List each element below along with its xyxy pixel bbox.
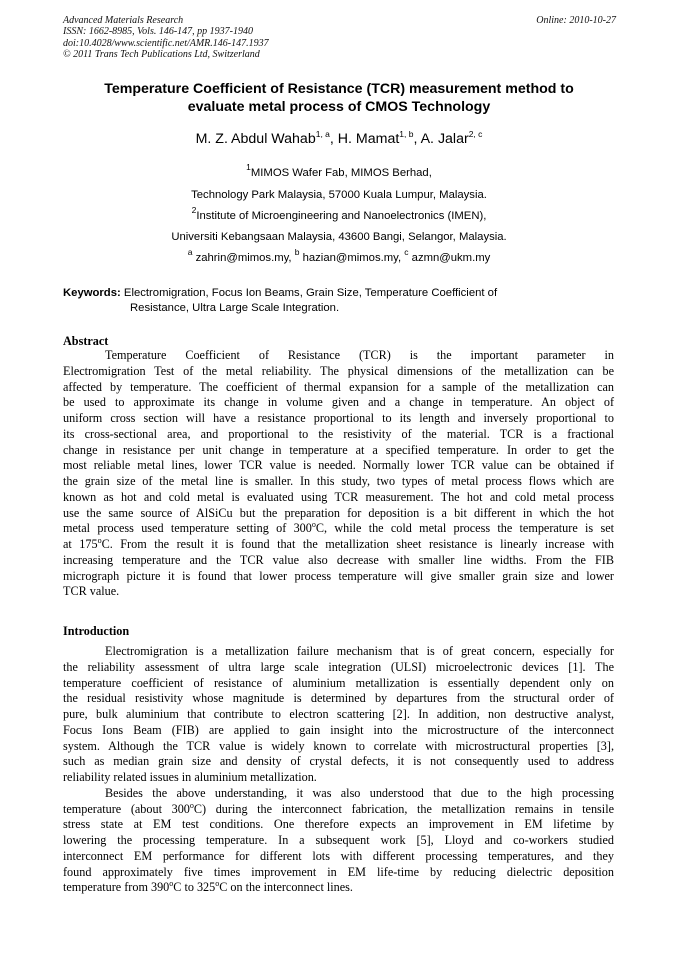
author-3-sup: 2, c: [468, 129, 483, 139]
title-line-2: evaluate metal process of CMOS Technology: [187, 99, 491, 115]
degree-sup: o: [311, 520, 316, 530]
title-line-1: Temperature Coefficient of Resistance (TCR) measurement method to: [104, 81, 574, 97]
author-sep: ,: [329, 131, 338, 147]
intro-line: stress state at EM test conditions. One therefore expects an improvement in EM lifetime by: [63, 817, 614, 832]
abstract-line: Electromigration Test of the metal reliability. The physical dimensions of the metallization can be: [63, 363, 614, 378]
abstract-line: most reliable metal lines, lower TCR value is needed. Normally lower TCR value can be obtained if: [63, 458, 614, 473]
affiliation-2-text: Institute of Microengineering and Nanoelectronics (IMEN),: [196, 210, 487, 222]
degree-sup: o: [169, 879, 174, 889]
intro-line: the reliability assessment of ultra large scale integration (ULSI) microelectronic devices [1]. The: [63, 659, 614, 674]
affiliation-1-sup: 1: [246, 162, 251, 172]
abstract-text: C. From the result it is found that the metallization sheet resistance is linearly increase with: [101, 537, 614, 551]
journal-header: [63, 15, 269, 60]
intro-line: system. Although the TCR value is widely known to correlate with microstructural properties [3],: [63, 738, 614, 753]
intro-line: Focus Ions Beam (FIB) are applied to gain insight into the microstructure of the interconnect: [63, 722, 614, 737]
intro-text: temperature from 390: [63, 880, 170, 895]
intro-line: pure, bulk aluminium that contribute to electron scattering [2]. In addition, non destructive analyst,: [63, 707, 614, 721]
email-b-sup: b: [294, 247, 300, 257]
email-a-sup: a: [187, 247, 193, 257]
intro-line: such as median grain size and density of crystal defects, it is not consequently used to address: [63, 754, 614, 769]
affiliation-1-line-1: [60, 162, 618, 180]
abstract-line: the grain size of the metal line is smaller. In this study, two types of metal process flows which are: [63, 474, 614, 488]
intro-line: Electromigration is a metallization failure mechanism that is of great concern, especially for: [105, 644, 614, 658]
author-sep: ,: [413, 131, 421, 147]
abstract-body: [63, 348, 614, 600]
author-2-sup: 1, b: [399, 129, 414, 139]
abstract-line: use the same source of AlSiCu but the preparation for deposition is a bit different in which the hot: [63, 505, 614, 520]
abstract-line: known as hot and cold metal is evaluated using TCR measurement. The hot and cold metal process: [63, 489, 614, 504]
keywords: [63, 286, 618, 316]
degree-sup: o: [97, 536, 102, 545]
doi-line: doi:10.4028/www.scientific.net/AMR.146-147.1937: [63, 37, 269, 49]
keywords-line-1: [63, 286, 618, 301]
abstract-line: be used to approximate its change in volume given and a change in temperature. An object of: [63, 395, 614, 410]
author-3: A. Jalar: [420, 131, 469, 147]
intro-line: [63, 802, 614, 818]
intro-line: found approximately five times improvement in EM life-time by reducing dielectric deposition: [63, 864, 614, 879]
abstract-line: its cross-sectional area, and proportional to the resistivity of the material. TCR is a fractional: [63, 426, 614, 441]
degree-sup: o: [189, 800, 194, 810]
author-1: M. Z. Abdul Wahab: [195, 131, 316, 147]
affiliation-2-line-2: Universiti Kebangsaan Malaysia, 43600 Bangi, Selangor, Malaysia.: [171, 231, 507, 243]
author-2: H. Mamat: [337, 131, 400, 147]
abstract-line: [63, 537, 614, 553]
paper-title: [60, 80, 618, 116]
abstract-line: affected by temperature. The coefficient of thermal expansion for a sample of the metallization can: [63, 379, 614, 394]
abstract-heading: Abstract: [63, 334, 109, 348]
intro-line: temperature coefficient of resistance of aluminium metallization is essentially dependent only on: [63, 675, 614, 690]
intro-text: C to 325: [173, 880, 216, 895]
copyright-line: © 2011 Trans Tech Publications Ltd, Switzerland: [63, 48, 260, 60]
email-c-sup: c: [404, 247, 409, 257]
email-b: hazian@mimos.my,: [302, 252, 402, 264]
email-c: azmn@ukm.my: [411, 252, 491, 264]
intro-line: lowering the processing temperature. In a subsequent work [5], Lloyd and co-workers studied: [63, 833, 614, 847]
keywords-label: Keywords:: [63, 287, 121, 299]
abstract-text: at 175: [63, 537, 98, 551]
email-a: zahrin@mimos.my,: [195, 252, 292, 264]
intro-line: reliability related issues in aluminium metallization.: [63, 770, 317, 784]
affiliation-1-line-2: Technology Park Malaysia, 57000 Kuala Lumpur, Malaysia.: [191, 189, 487, 201]
abstract-line: uniform cross section will have a resistance proportional to its length and inversely proportional to: [63, 411, 614, 425]
keywords-line-2: Resistance, Ultra Large Scale Integration.: [130, 302, 340, 314]
intro-line: [63, 880, 614, 896]
author-list: [60, 129, 618, 150]
author-1-sup: 1, a: [315, 129, 330, 139]
abstract-line: [63, 521, 614, 537]
email-line: [60, 247, 618, 265]
affiliation-1-text: MIMOS Wafer Fab, MIMOS Berhad,: [250, 167, 432, 179]
introduction-body: [63, 644, 614, 896]
abstract-line: micrograph picture it is found that lower process temperature will give smaller grain size and lower: [63, 568, 614, 583]
intro-line: Besides the above understanding, it was also understood that due to the high processing: [105, 785, 614, 800]
abstract-text: C, while the cold metal process the temperature is set: [315, 521, 614, 536]
abstract-line: change in resistance per unit change in temperature at a specified temperature. In order to get the: [63, 442, 614, 457]
online-date: Online: 2010-10-27: [536, 15, 616, 26]
intro-line: interconnect EM performance for different lots with different processing temperatures, and they: [63, 848, 614, 863]
introduction-heading: Introduction: [63, 624, 130, 638]
abstract-line: TCR value.: [63, 584, 120, 599]
intro-text: C on the interconnect lines.: [219, 880, 353, 895]
degree-sup: o: [215, 879, 220, 889]
abstract-line: Temperature Coefficient of Resistance (TCR) is the important parameter in: [105, 348, 614, 362]
keywords-text-1: Electromigration, Focus Ion Beams, Grain Size, Temperature Coefficient of: [123, 287, 498, 299]
intro-line: the residual resistivity whose magnitude is determined by departures from the structural order of: [63, 691, 614, 706]
issn-line: ISSN: 1662-8985, Vols. 146-147, pp 1937-1940: [63, 26, 253, 38]
affiliation-2-line-1: [60, 205, 618, 223]
abstract-line: increasing temperature and the TCR value also decrease with smaller line widths. From the FIB: [63, 552, 614, 567]
journal-name: Advanced Materials Research: [63, 15, 184, 26]
intro-text: C) during the interconnect fabrication, the metallization remains in tensile: [193, 801, 614, 816]
abstract-text: metal process used temperature setting of 300: [63, 521, 312, 536]
affiliation-2-sup: 2: [191, 205, 197, 215]
intro-text: temperature (about 300: [63, 801, 190, 816]
